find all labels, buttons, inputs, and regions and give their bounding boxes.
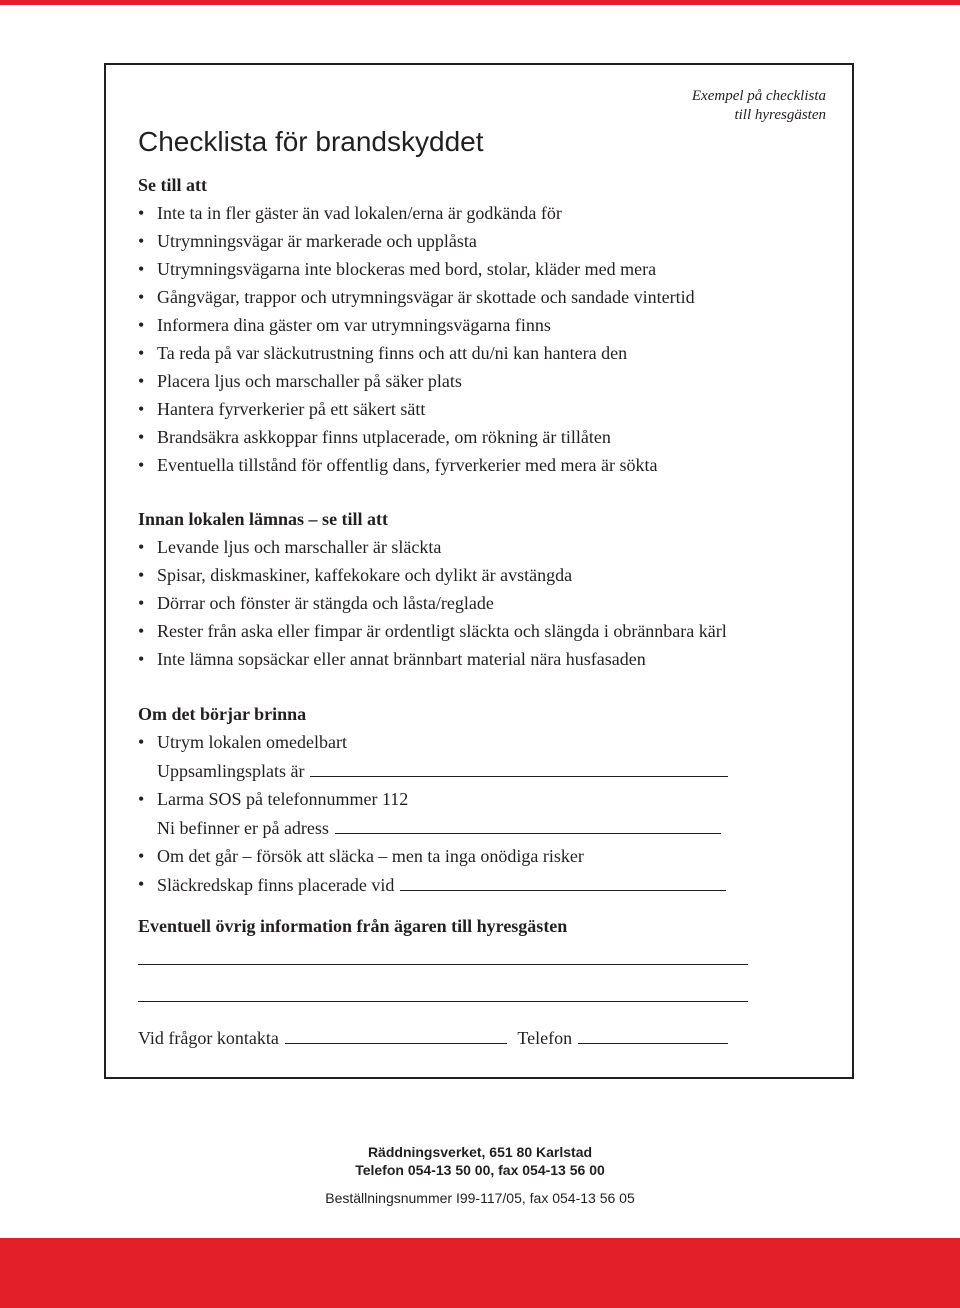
assembly-point-row <box>138 756 824 785</box>
list-item: • Hantera fyrverkerier på ett säkert sätt <box>138 395 824 423</box>
footer-phone: Telefon 054-13 50 00, fax 054-13 56 00 <box>355 1162 605 1178</box>
list-item: • Utrymningsvägar är markerade och upplåsta <box>138 227 824 255</box>
list-item: • Eventuella tillstånd för offentlig dans, fyrverkerier med mera är sökta <box>138 451 824 479</box>
list-item: • Om det går – försök att släcka – men ta inga onödiga risker <box>138 842 824 870</box>
example-note-line1: Exempel på checklista <box>691 88 826 104</box>
info-line-2[interactable] <box>138 1001 748 1002</box>
info-line-1[interactable] <box>138 964 748 965</box>
example-note <box>692 87 826 125</box>
phone-label: Telefon <box>517 1028 573 1048</box>
footer-address: Räddningsverket, 651 80 Karlstad <box>367 1144 593 1160</box>
checklist-form <box>104 63 854 1079</box>
contact-row <box>138 1023 824 1052</box>
bottom-red-bar <box>0 1238 960 1308</box>
list-item: • Gångvägar, trappor och utrymningsvägar är skottade och sandade vintertid <box>138 283 824 311</box>
assembly-point-label: Uppsamlingsplats är <box>157 761 305 781</box>
footer <box>0 1143 960 1207</box>
list-item: • Dörrar och fönster är stängda och låsta/reglade <box>138 589 824 617</box>
contact-label: Vid frågor kontakta <box>138 1028 279 1048</box>
page-title: Checklista för brandskyddet <box>138 126 484 157</box>
list-item: • Levande ljus och marschaller är släckta <box>138 533 824 561</box>
address-field[interactable] <box>335 813 721 834</box>
section-heading: Se till att <box>138 175 207 195</box>
address-label: Ni befinner er på adress <box>157 818 329 838</box>
address-row <box>138 813 824 842</box>
extinguisher-location-label: Släckredskap finns placerade vid <box>157 875 395 895</box>
list-item: • Utrym lokalen omedelbart <box>138 728 824 756</box>
list-item: • Brandsäkra askkoppar finns utplacerade, om rökning är tillåten <box>138 423 824 451</box>
example-note-line2: till hyresgästen <box>734 107 826 123</box>
phone-field[interactable] <box>578 1023 728 1044</box>
list-item: • Inte ta in fler gäster än vad lokalen/erna är godkända för <box>138 199 824 227</box>
extinguisher-location-row <box>138 870 824 899</box>
extinguisher-location-field[interactable] <box>400 870 726 891</box>
assembly-point-field[interactable] <box>310 756 728 777</box>
footer-order-number: Beställningsnummer I99-117/05, fax 054-13 56 05 <box>325 1190 635 1206</box>
list-item: • Rester från aska eller fimpar är ordentligt släckta och slängda i obrännbara kärl <box>138 617 824 645</box>
top-red-bar <box>0 0 960 5</box>
list-item: • Utrymningsvägarna inte blockeras med bord, stolar, kläder med mera <box>138 255 824 283</box>
contact-field[interactable] <box>285 1023 507 1044</box>
section-heading: Eventuell övrig information från ägaren till hyresgästen <box>138 916 568 936</box>
section-innan-lokalen-lamnas <box>138 505 824 673</box>
section-ovrig-information <box>138 912 824 940</box>
list-item: • Placera ljus och marschaller på säker plats <box>138 367 824 395</box>
list-item: • Larma SOS på telefonnummer 112 <box>138 785 824 813</box>
section-heading: Innan lokalen lämnas – se till att <box>138 509 389 529</box>
section-om-det-borjar-brinna <box>138 700 824 899</box>
section-se-till-att <box>138 171 824 479</box>
list-item: • Inte lämna sopsäckar eller annat brännbart material nära husfasaden <box>138 645 824 673</box>
list-item: • Spisar, diskmaskiner, kaffekokare och dylikt är avstängda <box>138 561 824 589</box>
list-item: • Ta reda på var släckutrustning finns och att du/ni kan hantera den <box>138 339 824 367</box>
list-item: • Informera dina gäster om var utrymningsvägarna finns <box>138 311 824 339</box>
section-heading: Om det börjar brinna <box>138 704 307 724</box>
